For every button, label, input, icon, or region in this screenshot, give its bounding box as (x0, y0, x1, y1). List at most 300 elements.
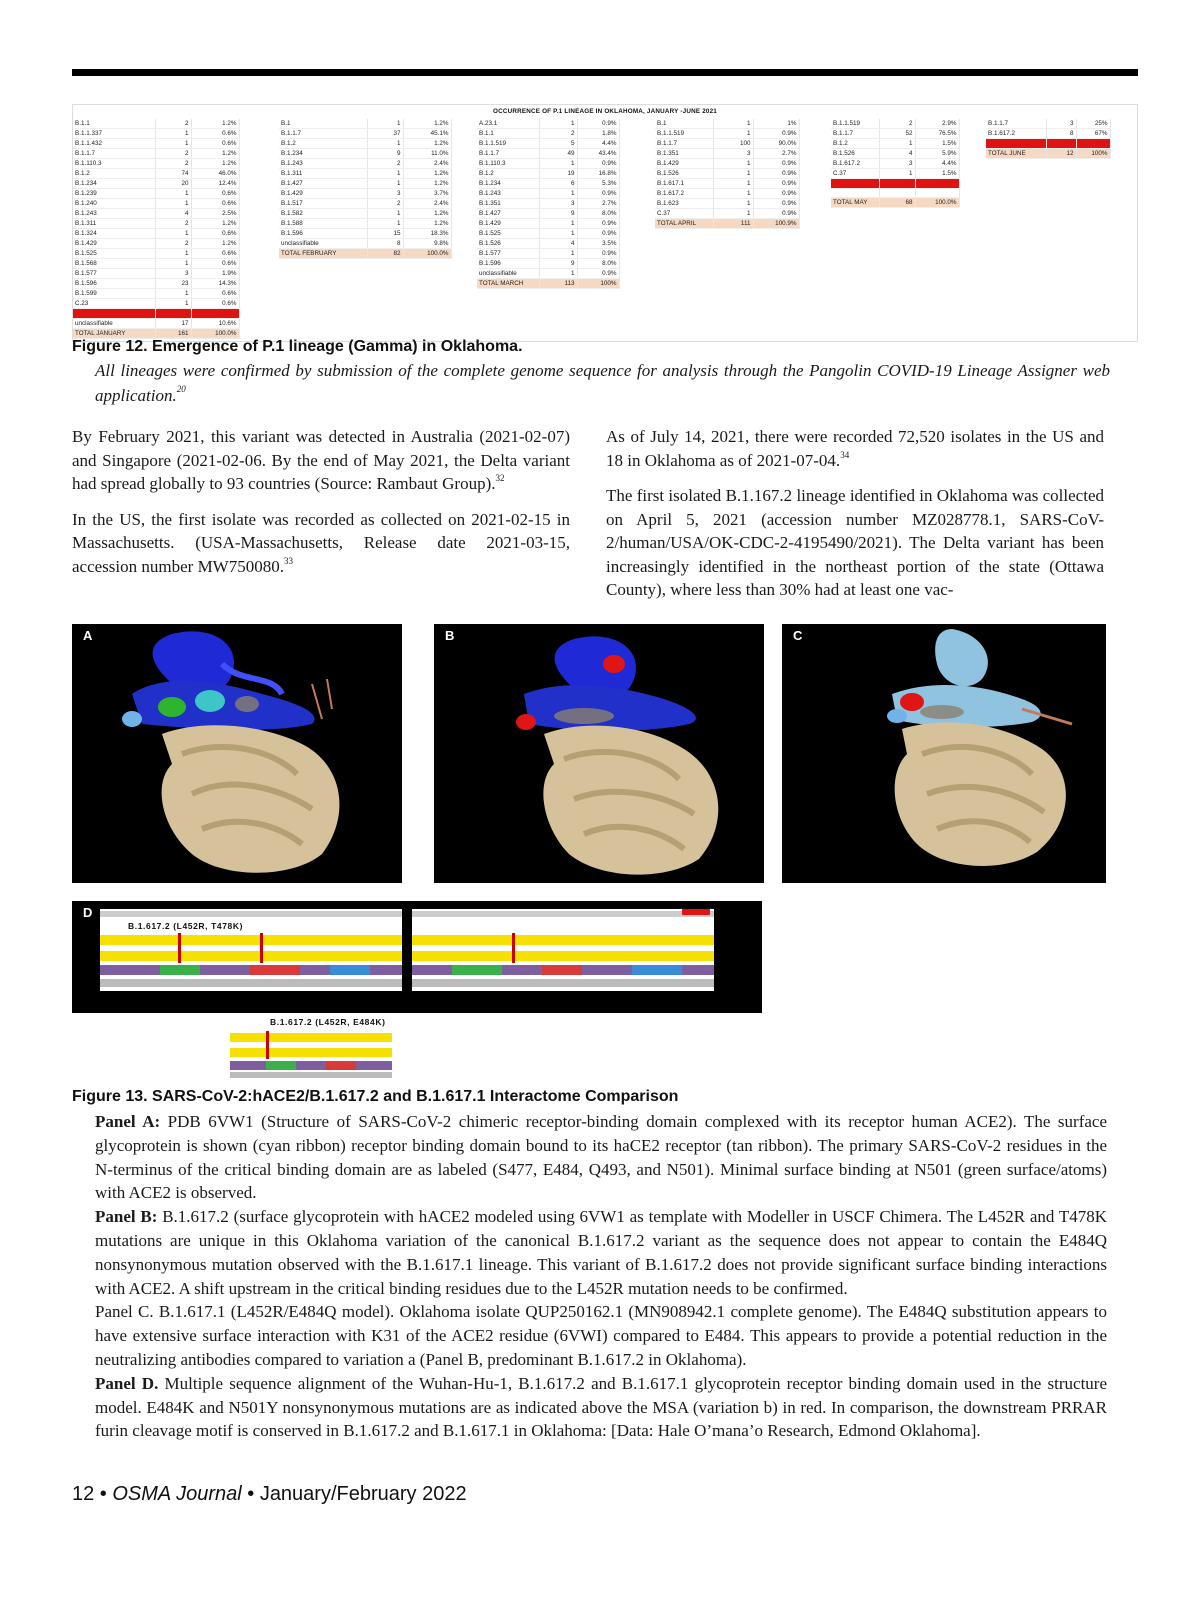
table-row (279, 229, 451, 239)
table-cell: 4 (879, 149, 915, 159)
table-cell: 0.9% (753, 169, 799, 179)
table-cell: 1 (713, 169, 753, 179)
table-may (831, 119, 960, 208)
table-cell: 7.4% (915, 179, 959, 189)
table-cell: 2 (155, 119, 191, 129)
table-row (655, 159, 799, 169)
table-row (73, 229, 239, 239)
table-cell: 5.9% (915, 149, 959, 159)
table-cell: 1 (713, 189, 753, 199)
table-cell: B.1.234 (73, 179, 155, 189)
table-cell: 0.6% (191, 139, 239, 149)
paragraph: The first isolated B.1.167.2 lineage identified in Oklahoma was collected on April 5, 2021 (accession number MZ028778.1, SARS-CoV-2/human/USA/OK-CDC-2-4195490/2021). The Delta variant has been increasingly identified in the northeast portion of the state (Ottawa County), where less than 30% had at least one vac- (606, 486, 1104, 599)
table-cell: 1 (879, 139, 915, 149)
table-cell: B.1.351 (477, 199, 539, 209)
table-cell: 8% (1076, 139, 1110, 149)
table-row (831, 189, 959, 198)
table-cell: 68 (879, 198, 915, 208)
table-cell: B.1.1.7 (831, 129, 879, 139)
table-cell: 1 (155, 259, 191, 269)
table-row (477, 229, 619, 239)
table-april (655, 119, 800, 229)
table-cell: 9 (367, 149, 403, 159)
table-cell: 0.9% (753, 209, 799, 219)
table-row (279, 149, 451, 159)
table-cell: B.1.617.2 (655, 189, 713, 199)
table-cell: 12 (1046, 149, 1076, 159)
protein-structure-a-image (72, 624, 402, 883)
msa-label-1: B.1.617.2 (L452R, T478K) (128, 921, 244, 931)
figure-13-title: Figure 13. SARS-CoV-2:hACE2/B.1.617.2 and B.1.617.1 Interactome Comparison (72, 1088, 679, 1105)
table-cell: 1 (367, 139, 403, 149)
table-cell: 0.6% (191, 259, 239, 269)
table-cell: 1 (713, 129, 753, 139)
table-cell: 1 (155, 299, 191, 309)
table-cell: TOTAL MAY (831, 198, 879, 208)
table-cell: B.1.582 (279, 209, 367, 219)
table-cell: 4 (539, 239, 577, 249)
table-cell: 82 (367, 249, 403, 259)
table-row (477, 279, 619, 289)
table-cell: B.1.243 (279, 159, 367, 169)
table-cell: 3 (1046, 119, 1076, 129)
table-cell: 0.6% (191, 199, 239, 209)
table-cell: B.1.596 (477, 259, 539, 269)
table-cell: TOTAL FEBRUARY (279, 249, 367, 259)
table-row (73, 249, 239, 259)
table-cell (915, 189, 959, 198)
table-cell: B.1.1.7 (655, 139, 713, 149)
table-cell: 4.4% (915, 159, 959, 169)
table-cell: B.1.1.519 (655, 129, 713, 139)
table-cell: B.1.311 (279, 169, 367, 179)
table-cell: 0.9% (753, 199, 799, 209)
table-cell: B.1.234 (477, 179, 539, 189)
msa-block-1 (100, 909, 402, 991)
table-cell: 90.0% (753, 139, 799, 149)
table-cell: 10.6% (191, 319, 239, 329)
table-cell: B.1.525 (477, 229, 539, 239)
panel-d-label: D (83, 905, 93, 920)
table-cell: B.1.1.7 (73, 149, 155, 159)
panel-d-alignment (72, 901, 762, 1013)
table-cell: 45.1% (403, 129, 451, 139)
figure-12-subcaption: All lineages were confirmed by submission of the complete genome sequence for analysis through the Pangolin COVID-19 Lineage Assigner web application.$^{20}$ (95, 361, 1110, 405)
table-cell: 0.6% (191, 299, 239, 309)
table-row (73, 179, 239, 189)
table-row (279, 139, 451, 149)
table-cell: 19 (539, 169, 577, 179)
table-cell: B.1.599 (73, 289, 155, 299)
table-row (477, 149, 619, 159)
table-cell: 3.5% (577, 239, 619, 249)
table-cell: P.1 (73, 309, 155, 319)
figure-13-caption (95, 1110, 1107, 1443)
table-cell: 1 (539, 189, 577, 199)
table-cell: 1 (155, 289, 191, 299)
msa-block-2 (412, 909, 714, 991)
table-row (73, 269, 239, 279)
table-cell: B.1.617.2 (831, 159, 879, 169)
table-row (477, 219, 619, 229)
table-cell: 2 (879, 119, 915, 129)
panel-b-description: Panel B: B.1.617.2 (surface glycoprotein with hACE2 modeled using 6VW1 as template with Modeller in USCF Chimera. The L452R and T478K mutations are unique in this Oklahoma variation of the canonical B.1.617.2 variant as the sequence does not appear to contain the E484Q nonsynonymous mutation observed with the B.1.617.1 lineage. This variant of B.1.617.2 does not provide significant surface binding interactions with ACE2. A shift upstream in the critical binding residues due to the L452R mutation needs to be confirmed. (95, 1207, 1107, 1298)
table-row (477, 239, 619, 249)
table-cell: B.1.427 (477, 209, 539, 219)
table-cell: 20 (155, 179, 191, 189)
panel-c-structure (782, 624, 1106, 883)
table-cell: 100.0% (915, 198, 959, 208)
table-row (73, 209, 239, 219)
table-row (279, 169, 451, 179)
table-cell: B.1 (279, 119, 367, 129)
table-cell: B.1.526 (655, 169, 713, 179)
table-cell: 1.2% (191, 149, 239, 159)
table-cell: 2.7% (753, 149, 799, 159)
table-cell: 2 (539, 129, 577, 139)
table-cell: B.1.1.432 (73, 139, 155, 149)
table-cell: 1.2% (403, 179, 451, 189)
table-cell: 49 (539, 149, 577, 159)
table-row (73, 299, 239, 309)
table-row (73, 129, 239, 139)
table-cell: 0.6% (191, 229, 239, 239)
table-row (279, 219, 451, 229)
table-row (477, 209, 619, 219)
table-cell: 74 (155, 169, 191, 179)
table-cell: 100 (713, 139, 753, 149)
table-cell: 1.2% (191, 219, 239, 229)
table-cell: 1 (155, 249, 191, 259)
panel-c-description: Panel C. B.1.617.1 (L452R/E484Q model). Oklahoma isolate QUP250162.1 (MN908942.1 complete genome). The E484Q substitution appears to have extensive surface interaction with K31 of the ACE2 residue (6VWI) compared to E484. This appears to provide a potential reduction in the neutralizing antibodies compared to variation a (Panel B, predominant B.1.617.2 in Oklahoma). (95, 1302, 1107, 1369)
table-cell: B.1.617.1 (655, 179, 713, 189)
table-cell: 3 (367, 189, 403, 199)
table-cell: 0.6% (191, 289, 239, 299)
table-cell: 76.5% (915, 129, 959, 139)
table-row (73, 189, 239, 199)
table-row (655, 149, 799, 159)
table-cell: 2.5% (191, 209, 239, 219)
paragraph: As of July 14, 2021, there were recorded 72,520 isolates in the US and 18 in Oklahoma as of 2021-07-04.34 (606, 427, 1104, 470)
table-cell: C.23 (73, 299, 155, 309)
table-cell: B.1.596 (73, 279, 155, 289)
spreadsheet-title: OCCURRENCE OF P.1 LINEAGE IN OKLAHOMA, JANUARY -JUNE 2021 (492, 108, 717, 115)
table-cell: unclassifiable (477, 269, 539, 279)
table-cell: 43.4% (577, 149, 619, 159)
paragraph: By February 2021, this variant was detected in Australia (2021-02-07) and Singapore (2021-02-06. By the end of May 2021, the Delta variant had spread globally to 93 countries (Source: Rambaut Group).$^{32}$ (72, 427, 570, 493)
table-cell: 0.9% (577, 219, 619, 229)
table-cell: 4 (155, 209, 191, 219)
table-row (831, 159, 959, 169)
table-row (477, 249, 619, 259)
table-cell: 0.9% (577, 159, 619, 169)
table-cell: 52 (879, 129, 915, 139)
table-cell: TOTAL JUNE (986, 149, 1046, 159)
table-cell: A.23.1 (477, 119, 539, 129)
table-cell: B.1.2 (477, 169, 539, 179)
table-row (279, 129, 451, 139)
table-cell: B.1.588 (279, 219, 367, 229)
table-cell: 0.6% (191, 189, 239, 199)
lineage-spreadsheet (72, 104, 1138, 342)
table-february (279, 119, 452, 259)
table-row (279, 239, 451, 249)
table-cell: 5 (539, 139, 577, 149)
right-column (606, 425, 1104, 614)
table-cell: 1 (155, 129, 191, 139)
protein-structure-b-image (434, 624, 764, 883)
protein-structure-c-image (782, 624, 1106, 883)
table-cell: 0.6% (191, 129, 239, 139)
table-cell: 9.8% (403, 239, 451, 249)
table-cell: 1.9% (191, 269, 239, 279)
msa-label-2: B.1.617.2 (L452R, E484K) (270, 1017, 386, 1027)
table-cell: C.37 (655, 209, 713, 219)
table-cell: 1.8% (577, 129, 619, 139)
table-row (279, 119, 451, 129)
table-cell: 23 (155, 279, 191, 289)
table-cell: 1 (713, 119, 753, 129)
table-cell: 11.0% (403, 149, 451, 159)
table-cell: B.1.526 (477, 239, 539, 249)
table-cell: 8.0% (577, 259, 619, 269)
table-cell: TOTAL MARCH (477, 279, 539, 289)
table-cell: B.1 (655, 119, 713, 129)
figure-12-caption: Figure 12. Emergence of P.1 lineage (Gamma) in Oklahoma. (72, 338, 523, 355)
table-cell: 1 (879, 169, 915, 179)
table-row (73, 289, 239, 299)
table-cell: 9 (539, 259, 577, 269)
table-cell: 2 (155, 149, 191, 159)
panel-a-structure (72, 624, 402, 883)
table-cell: B.1.526 (831, 149, 879, 159)
table-row (73, 199, 239, 209)
table-cell: B.1.577 (73, 269, 155, 279)
table-cell: B.1.617.2 (986, 129, 1046, 139)
table-cell: P.1 (986, 139, 1046, 149)
table-cell: 1.2% (403, 209, 451, 219)
table-cell: 1.2% (191, 239, 239, 249)
table-cell: 16.8% (577, 169, 619, 179)
table-cell: 1.5% (915, 139, 959, 149)
table-row (655, 139, 799, 149)
table-row (831, 129, 959, 139)
table-cell: B.1.429 (655, 159, 713, 169)
table-row (73, 319, 239, 329)
table-cell: 1.2% (403, 169, 451, 179)
table-row (73, 279, 239, 289)
msa-block-3 (206, 1013, 392, 1080)
table-cell: 2 (367, 199, 403, 209)
table-cell: 1 (713, 209, 753, 219)
table-cell: 2 (155, 239, 191, 249)
table-cell: 8 (367, 239, 403, 249)
table-row (831, 139, 959, 149)
table-cell: B.1.429 (477, 219, 539, 229)
table-cell: 0.9% (577, 189, 619, 199)
table-row (831, 119, 959, 129)
table-cell: 2.4% (403, 199, 451, 209)
table-cell: 0.9% (753, 189, 799, 199)
table-cell: B.1.429 (279, 189, 367, 199)
table-cell: 0.6% (191, 249, 239, 259)
table-row (477, 169, 619, 179)
table-row (73, 139, 239, 149)
table-row (655, 209, 799, 219)
table-row (477, 259, 619, 269)
table-row (477, 139, 619, 149)
table-row (477, 189, 619, 199)
table-cell: B.1.1.519 (831, 119, 879, 129)
table-cell: 0.9% (753, 179, 799, 189)
table-cell: 1% (753, 119, 799, 129)
table-row (831, 149, 959, 159)
table-cell: 0.9% (753, 159, 799, 169)
table-cell: 1 (367, 119, 403, 129)
table-cell: 2 (367, 159, 403, 169)
table-row (655, 129, 799, 139)
table-cell: B.1.623 (655, 199, 713, 209)
table-cell: 3 (539, 199, 577, 209)
table-cell: 1 (713, 199, 753, 209)
table-january (73, 119, 240, 339)
table-row (655, 179, 799, 189)
table-cell: 2 (155, 219, 191, 229)
table-row (986, 149, 1110, 159)
table-row (477, 119, 619, 129)
table-cell: 5 (879, 179, 915, 189)
table-cell: 1 (155, 199, 191, 209)
table-row (655, 219, 799, 229)
table-cell: 9 (539, 209, 577, 219)
table-cell: B.1.517 (279, 199, 367, 209)
table-cell: 1 (539, 249, 577, 259)
table-cell: 12.4% (191, 179, 239, 189)
table-cell: 46.0% (191, 169, 239, 179)
page-footer: 12 • OSMA Journal • January/February 2022 (72, 1483, 467, 1505)
table-cell: B.1.324 (73, 229, 155, 239)
table-row (986, 129, 1110, 139)
table-cell: 67% (1076, 129, 1110, 139)
table-cell: B.1.1 (477, 129, 539, 139)
table-cell: 3 (155, 269, 191, 279)
table-row (655, 119, 799, 129)
table-cell: TOTAL JANUARY (73, 329, 155, 339)
table-cell: B.1.525 (73, 249, 155, 259)
panel-a-description: Panel A: PDB 6VW1 (Structure of SARS-CoV-2 chimeric receptor-binding domain complexed with its receptor human ACE2). The surface glycoprotein is shown (cyan ribbon) receptor binding domain bound to its haCE2 receptor (tan ribbon). The primary SARS-CoV-2 residues in the N-terminus of the critical binding domain are as labeled (S477, E484, Q493, and N501). Minimal surface binding at N501 (green surface/atoms) with ACE2 is observed. (95, 1112, 1107, 1203)
table-cell: 1 (539, 269, 577, 279)
table-row (279, 189, 451, 199)
table-cell: 1.2% (403, 119, 451, 129)
table-cell: 0.9% (577, 269, 619, 279)
table-march (477, 119, 620, 289)
table-row (477, 269, 619, 279)
panel-b-label: B (445, 628, 455, 643)
table-row (279, 199, 451, 209)
table-cell: B.1.239 (73, 189, 155, 199)
table-cell: 1.2% (403, 219, 451, 229)
table-row (279, 179, 451, 189)
table-cell: 2.7% (577, 199, 619, 209)
table-row (73, 159, 239, 169)
table-cell: 8 (1046, 129, 1076, 139)
table-cell: C.37 (831, 169, 879, 179)
table-cell: 3 (713, 149, 753, 159)
panel-a-label: A (83, 628, 93, 643)
table-cell: B.1.240 (73, 199, 155, 209)
table-cell (831, 189, 879, 198)
table-row (279, 249, 451, 259)
table-cell: 25% (1076, 119, 1110, 129)
table-cell: 8.0% (577, 209, 619, 219)
table-cell: 1 (155, 229, 191, 239)
table-cell: B.1.2 (831, 139, 879, 149)
table-cell: 1.2% (191, 159, 239, 169)
table-cell: P.1 (831, 179, 879, 189)
table-cell: B.1.351 (655, 149, 713, 159)
table-row (477, 129, 619, 139)
table-cell: 1 (155, 189, 191, 199)
table-row (279, 209, 451, 219)
paragraph: In the US, the first isolate was recorded as collected on 2021-02-15 in Massachusetts. (USA-Massachusetts, Release date 2021-03-15, accession number MW750080.33 (72, 509, 570, 576)
table-cell: 111 (713, 219, 753, 229)
table-cell: unclassifiable (279, 239, 367, 249)
table-cell: B.1.2 (73, 169, 155, 179)
table-row (655, 199, 799, 209)
table-row (73, 329, 239, 339)
table-row (73, 149, 239, 159)
table-cell: 100% (577, 279, 619, 289)
table-cell: 1 (539, 219, 577, 229)
table-cell: 100.9% (753, 219, 799, 229)
table-cell (879, 189, 915, 198)
panel-c-label: C (793, 628, 803, 643)
panel-b-structure (434, 624, 764, 883)
table-cell: B.1.110.3 (73, 159, 155, 169)
table-cell: B.1.311 (73, 219, 155, 229)
table-cell: 15 (367, 229, 403, 239)
table-cell: TOTAL APRIL (655, 219, 713, 229)
table-cell: B.1.1 (73, 119, 155, 129)
table-cell: 100.0% (191, 329, 239, 339)
table-cell: B.1.577 (477, 249, 539, 259)
table-cell: B.1.427 (279, 179, 367, 189)
table-cell: 0.9% (753, 129, 799, 139)
table-cell: B.1.243 (73, 209, 155, 219)
table-cell: 3.7% (403, 189, 451, 199)
table-row (986, 119, 1110, 129)
table-cell: 1 (367, 179, 403, 189)
table-cell: 1 (713, 159, 753, 169)
table-row (279, 159, 451, 169)
table-cell: B.1.243 (477, 189, 539, 199)
table-cell: B.1.110.3 (477, 159, 539, 169)
table-june (986, 119, 1111, 159)
table-cell: 0.9% (577, 119, 619, 129)
table-row (831, 198, 959, 208)
table-cell: 100% (1076, 149, 1110, 159)
table-cell: B.1.1.7 (477, 149, 539, 159)
table-cell: 37 (367, 129, 403, 139)
table-row (655, 169, 799, 179)
table-row (73, 219, 239, 229)
table-cell: 1 (155, 309, 191, 319)
table-cell: 0.9% (577, 249, 619, 259)
table-cell: B.1.2 (279, 139, 367, 149)
table-cell: 2.9% (915, 119, 959, 129)
table-cell: 6 (539, 179, 577, 189)
table-row (655, 189, 799, 199)
